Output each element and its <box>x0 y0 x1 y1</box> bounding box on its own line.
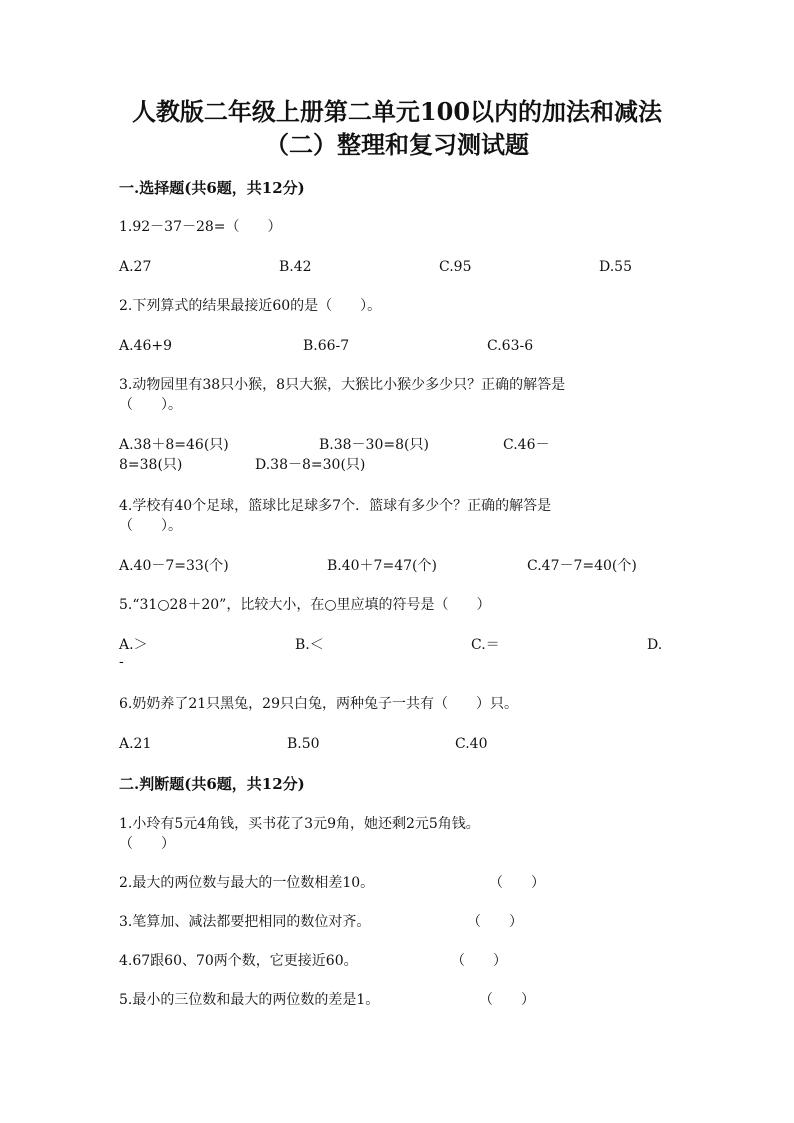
s1-q3-option-d: D.38－8=30(只) <box>255 457 366 473</box>
s1-q5-option-d: D. <box>647 637 663 653</box>
s2-q5-text: 5.最小的三位数和最大的两位数的差是1。 <box>119 992 380 1008</box>
s2-q2-text: 2.最大的两位数与最大的一位数相差10。 <box>119 875 375 891</box>
s1-q4-option-b: B.40＋7=47(个) <box>327 558 437 574</box>
s2-q5-paren: （ ） <box>479 992 535 1008</box>
s1-q4-text-line1: 4.学校有40个足球，篮球比足球多7个．篮球有多少个？正确的解答是 <box>119 498 552 514</box>
s2-q1-text: 1.小玲有5元4角钱，买书花了3元9角，她还剩2元5角钱。 <box>119 816 480 832</box>
s1-q3-text-line2: （ ）。 <box>119 397 182 413</box>
s2-q4-text: 4.67跟60、70两个数，它更接近60。 <box>119 953 358 969</box>
s1-q5-option-a: A.＞ <box>119 637 148 653</box>
s1-q4-option-a: A.40－7=33(个) <box>119 558 229 574</box>
s1-q2-option-a: A.46+9 <box>119 338 173 354</box>
s1-q2-text: 2.下列算式的结果最接近60的是（ ）。 <box>119 298 382 314</box>
s1-q5-option-d-symbol: - <box>119 654 124 670</box>
s1-q1-option-a: A.27 <box>119 259 152 275</box>
page-title-line1: 人教版二年级上册第二单元100以内的加法和减法 <box>131 97 663 126</box>
s1-q6-text: 6.奶奶养了21只黑兔，29只白兔，两种兔子一共有（ ）只。 <box>119 696 518 712</box>
s1-q1-text: 1.92－37－28=（ ） <box>119 219 282 235</box>
s1-q3-option-c-part2: 8=38(只) <box>119 457 183 473</box>
s1-q3-option-b: B.38－30=8(只) <box>319 437 429 453</box>
s1-q6-option-b: B.50 <box>287 736 320 752</box>
s1-q6-option-a: A.21 <box>119 736 152 752</box>
s1-q4-text-line2: （ ）。 <box>119 518 182 534</box>
s1-q3-text-line1: 3.动物园里有38只小猴，8只大猴，大猴比小猴少多少只？正确的解答是 <box>119 377 566 393</box>
s1-q1-option-b: B.42 <box>279 259 312 275</box>
s2-q3-paren: （ ） <box>467 914 523 930</box>
s2-q3-text: 3.笔算加、减法都要把相同的数位对齐。 <box>119 914 371 930</box>
s1-q6-option-c: C.40 <box>455 736 488 752</box>
section2-heading: 二.判断题(共6题，共12分) <box>119 775 305 793</box>
s1-q5-text: 5.“31○28＋20”，比较大小，在○里应填的符号是（ ） <box>119 597 491 613</box>
section1-heading: 一.选择题(共6题，共12分) <box>119 179 305 197</box>
s1-q4-option-c: C.47－7=40(个) <box>527 558 637 574</box>
s1-q3-option-a: A.38＋8=46(只) <box>119 437 229 453</box>
s1-q5-option-b: B.＜ <box>295 637 324 653</box>
s1-q1-option-c: C.95 <box>439 259 472 275</box>
s1-q1-option-d: D.55 <box>599 259 632 275</box>
s1-q2-option-b: B.66-7 <box>303 338 350 354</box>
s2-q2-paren: （ ） <box>489 875 545 891</box>
s1-q3-option-c-part1: C.46－ <box>503 437 550 453</box>
s1-q2-option-c: C.63-6 <box>487 338 534 354</box>
s1-q5-option-c: C.＝ <box>471 637 500 653</box>
page-title-line2: （二）整理和复习测试题 <box>265 130 529 159</box>
s2-q1-paren: （ ） <box>119 836 175 852</box>
s2-q4-paren: （ ） <box>451 953 507 969</box>
